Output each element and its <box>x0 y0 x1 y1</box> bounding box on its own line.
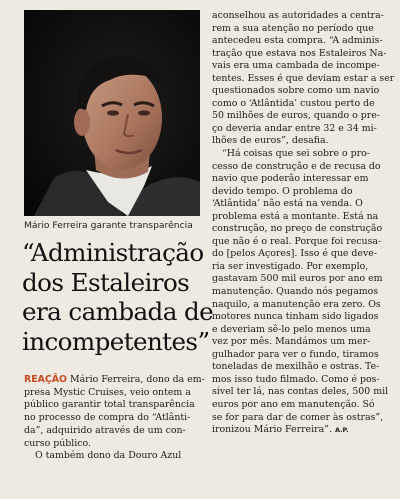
body-line: ço deveria andar entre 32 e 34 mi- <box>212 122 377 134</box>
body-line: do [pelos Açores]. Isso é que deve- <box>212 248 377 260</box>
headline-line: “Administração <box>22 238 204 267</box>
body-line: naquilo, a manutenção era zero. Os <box>212 298 381 310</box>
lead-line: no processo de compra do “Atlânti- <box>24 412 191 424</box>
lead-line: O também dono da Douro Azul <box>35 450 182 462</box>
body-line-text: ironizou Mário Ferreira”. <box>212 424 332 436</box>
lead-line: presa Mystic Cruises, veio ontem a <box>24 386 191 398</box>
body-line: mos isso tudo filmado. Como é pos- <box>212 373 380 385</box>
body-line: 50 milhões de euros, quando o pre- <box>212 110 380 122</box>
body-line: antecedeu esta compra. “A adminis- <box>212 35 383 47</box>
lead-line: curso público. <box>24 437 91 449</box>
photo-caption: Mário Ferreira garante transparência <box>24 220 193 231</box>
body-column <box>212 10 395 437</box>
body-line: aconselhou as autoridades a centra- <box>212 10 384 21</box>
headline-line: incompetentes” <box>22 326 210 356</box>
body-line: toneladas de mexilhão e ostras. Te- <box>212 361 380 373</box>
body-line: sível ter lá, nas contas deles, 500 mil <box>212 386 389 398</box>
body-line: manutenção. Quando nós pegamos <box>212 286 379 298</box>
body-line <box>212 424 392 437</box>
body-line: vais era uma cambada de incompe- <box>212 60 380 72</box>
body-line: euros por ano em manutenção. Só <box>212 398 375 410</box>
body-line: tração que estava nos Estaleiros Na- <box>212 47 387 59</box>
body-line: “Há coisas que sei sobre o pro- <box>222 148 370 160</box>
body-line: que não é o real. Porque foi recusa- <box>212 235 382 247</box>
body-line: vez por mês. Mandámos um mer- <box>212 336 371 348</box>
body-line: e deveriam sê-lo pelo menos uma <box>212 323 371 335</box>
body-line: problema está a montante. Está na <box>212 210 379 222</box>
body-line: gulhador para ver o fundo, tiramos <box>212 348 379 360</box>
body-line: ria ser investigado. Por exemplo, <box>212 260 369 272</box>
headline-line: era cambada de <box>22 297 214 326</box>
kicker-label: REAÇÃO <box>24 374 67 385</box>
body-line: ‘Atlântida’ não está na venda. O <box>212 198 363 210</box>
portrait-photo <box>24 10 200 216</box>
body-line: tentes. Esses é que deviam estar a ser <box>212 72 395 84</box>
body-line: questionados sobre como um navio <box>212 85 380 97</box>
lead-line-text: Mário Ferreira, dono da em- <box>66 374 205 385</box>
body-line: navio que poderão interessar em <box>212 173 369 185</box>
body-line: devido tempo. O problema do <box>212 185 353 197</box>
body-line: rem a sua atenção no período que <box>212 22 374 34</box>
body-line: motores nunca tinham sido ligados <box>212 311 379 323</box>
body-line: se for para dar de comer às ostras”, <box>212 411 384 423</box>
headline <box>22 238 214 356</box>
author-signature: A.P. <box>334 426 349 435</box>
body-line: gastavam 500 mil euros por ano em <box>212 273 383 285</box>
headline-line: dos Estaleiros <box>22 267 190 297</box>
body-line: construção, no preço de construção <box>212 223 383 235</box>
body-line: cesso de construção e de recusa do <box>212 160 381 172</box>
lead-line: da”, adquirido através de um con- <box>24 424 186 436</box>
portrait-image <box>24 10 200 216</box>
body-line: lhões de euros”, desafia. <box>212 135 329 147</box>
body-line: como o ‘Atlântida’ custou perto de <box>212 97 375 109</box>
lead-line <box>24 374 206 387</box>
lead-paragraph <box>24 374 206 463</box>
lead-line: público garantir total transparência <box>24 399 195 411</box>
